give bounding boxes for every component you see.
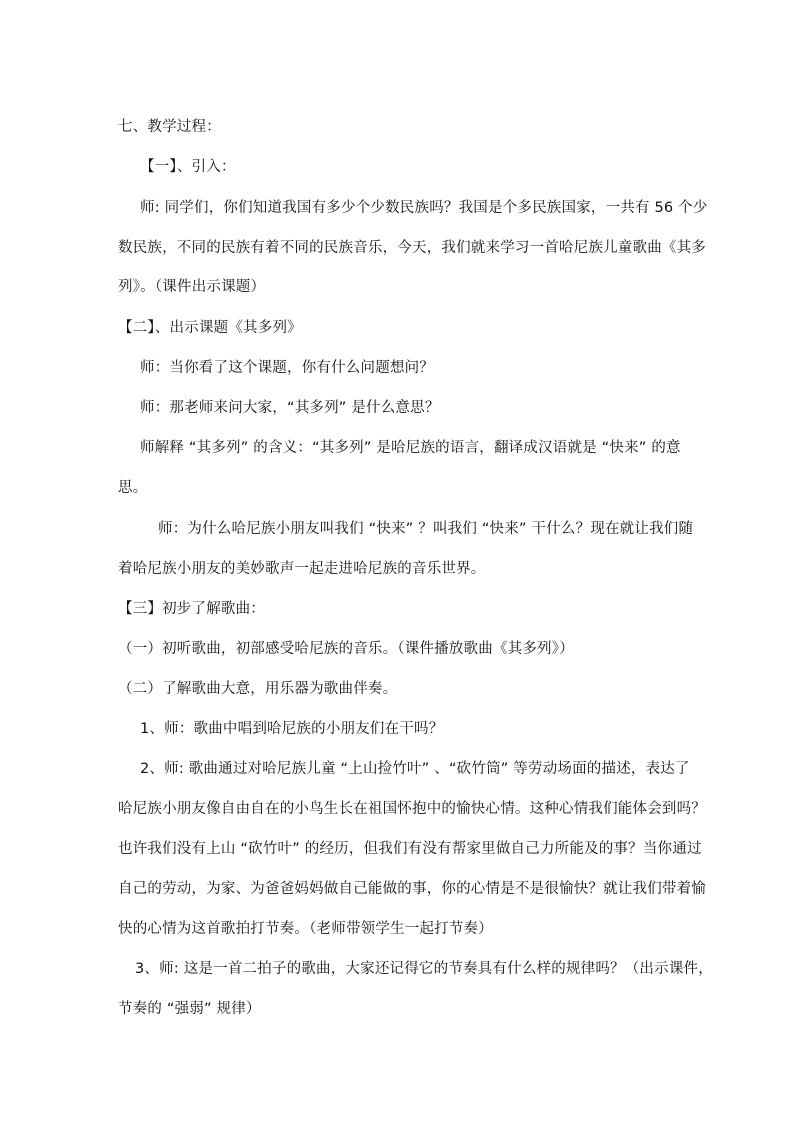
paragraph-line: 节奏的 “强弱” 规律） — [118, 1001, 261, 1017]
subsection-heading-2: 【二】、出示课题《其多列》 — [118, 320, 302, 336]
subsection-heading-1: 【一】、引入： — [140, 159, 236, 175]
paragraph-line: 列》。（课件出示课题） — [118, 279, 266, 295]
paragraph-line: 哈尼族小朋友像自由自在的小鸟生长在祖国怀抱中的愉快心情。这种心情我们能体会到吗？ — [118, 801, 706, 817]
paragraph-line: 数民族，不同的民族有着不同的民族音乐，今天，我们就来学习一首哈尼族儿童歌曲《其多 — [118, 240, 706, 256]
paragraph-line: 师：当你看了这个课题，你有什么问题想问？ — [140, 360, 434, 376]
paragraph-line: 快的心情为这首歌拍打节奏。（老师带领学生一起打节奏） — [118, 921, 493, 937]
paragraph-line: 思。 — [118, 480, 148, 496]
paragraph-line: 师解释 “其多列” 的含义：“其多列” 是哈尼族的语言，翻译成汉语就是 “快来” 的意 — [140, 440, 681, 456]
paragraph-line: 师: 同学们，你们知道我国有多少个少数民族吗？我国是个多民族国家，一共有 56 个少 — [140, 200, 708, 216]
paragraph-line: 1、师：歌曲中唱到哈尼族的小朋友们在干吗？ — [140, 721, 444, 737]
paragraph-line: 师：那老师来问大家，“其多列” 是什么意思？ — [140, 400, 440, 416]
paragraph-line: 也许我们没有上山 “砍竹叶” 的经历，但我们有没有帮家里做自己力所能及的事？当你通过 — [118, 841, 702, 857]
paragraph-line: （二）了解歌曲大意，用乐器为歌曲伴奏。 — [118, 681, 398, 697]
paragraph-line: 自己的劳动，为家、为爸爸妈妈做自己能做的事，你的心情是不是很愉快？就让我们带着愉 — [118, 881, 706, 897]
paragraph-line: 3、师: 这是一首二拍子的歌曲，大家还记得它的节奏具有什么样的规律吗？（出示课件， — [135, 961, 713, 977]
paragraph-line: （一）初听歌曲，初部感受哈尼族的音乐。（课件播放歌曲《其多列》） — [118, 641, 574, 657]
subsection-heading-3: 【三】初步了解歌曲： — [118, 601, 265, 617]
paragraph-line: 师：为什么哈尼族小朋友叫我们 “快来” ？叫我们 “快来” 干什么？现在就让我们随 — [158, 521, 694, 537]
paragraph-line: 2、师: 歌曲通过对哈尼族儿童 “上山捡竹叶” 、“砍竹筒” 等劳动场面的描述，表达了 — [140, 761, 690, 777]
section-heading: 七、教学过程： — [118, 119, 221, 135]
paragraph-line: 着哈尼族小朋友的美妙歌声一起走进哈尼族的音乐世界。 — [118, 561, 486, 577]
